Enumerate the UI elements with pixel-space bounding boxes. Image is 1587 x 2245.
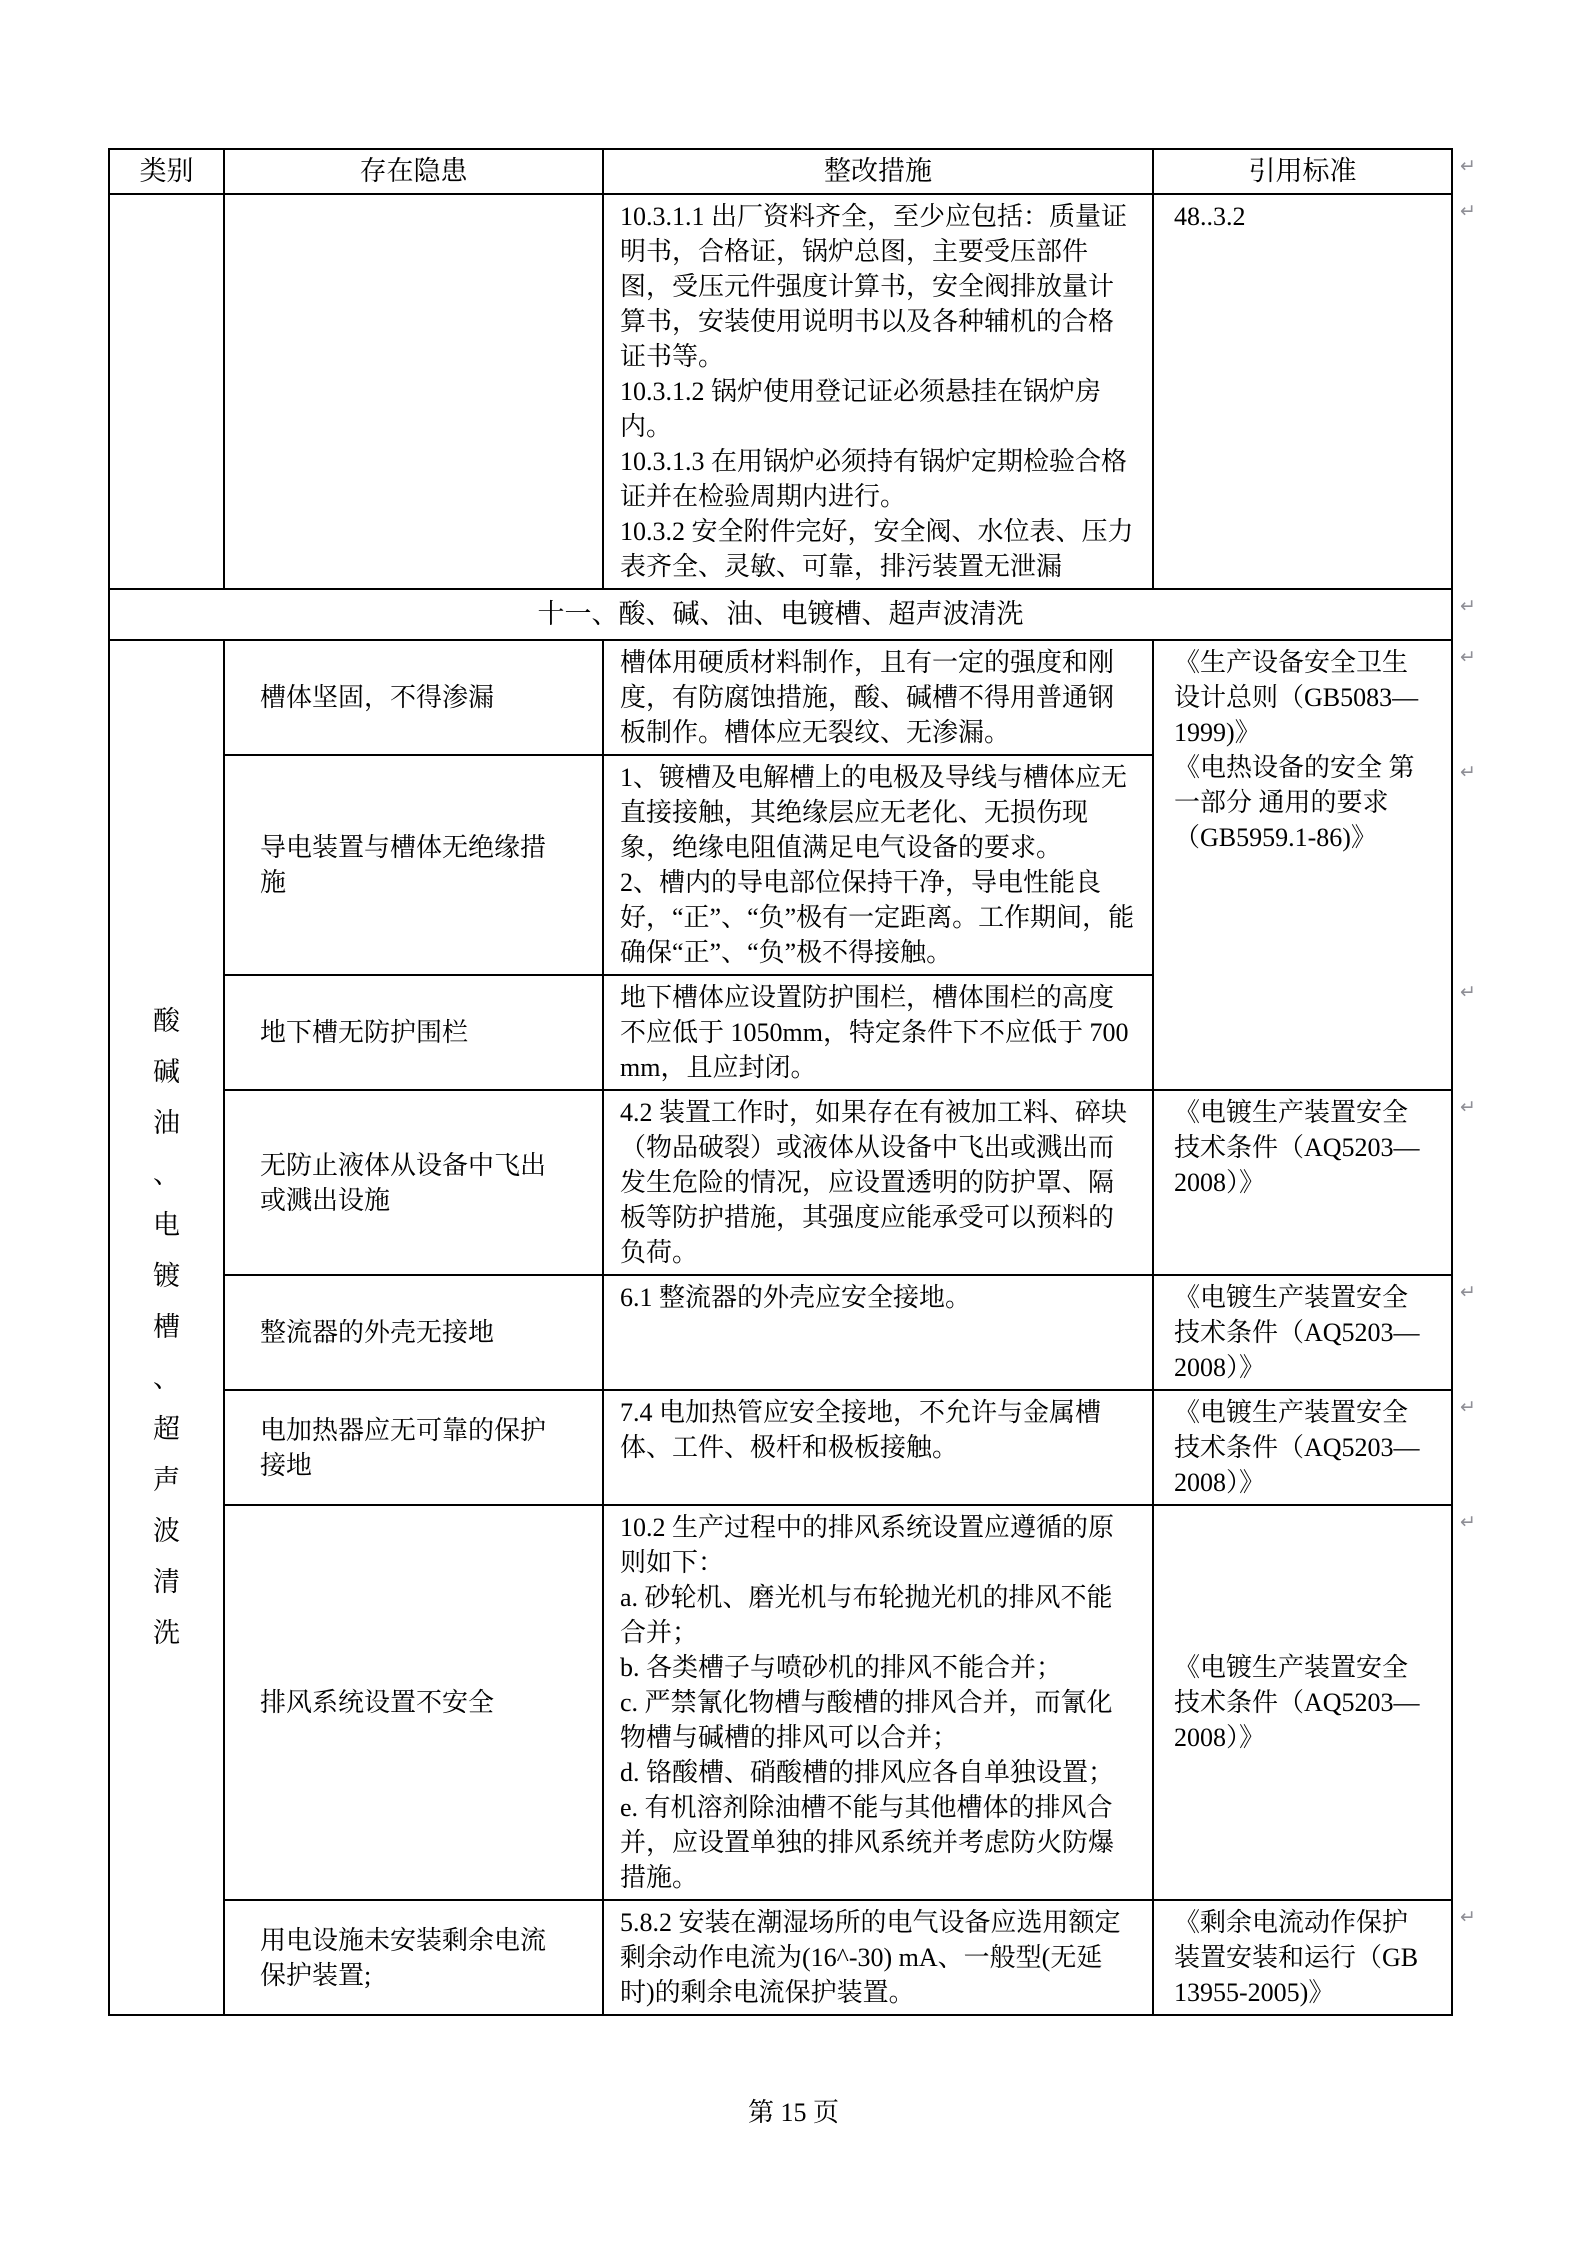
category-vertical-char: 、	[153, 1363, 180, 1393]
table-row	[109, 1505, 1452, 1900]
measure-paragraph: 10.3.1.1 出厂资料齐全，至少应包括：质量证明书，合格证，锅炉总图，主要受压部件图，受压元件强度计算书，安全阀排放量计算书，安装使用说明书以及各种辅机的合格证书等。	[620, 202, 1128, 371]
category-vertical-char: 碱	[153, 1057, 180, 1087]
measure-paragraph: 10.3.2 安全附件完好，安全阀、水位表、压力表齐全、灵敏、可靠，排污装置无泄漏	[620, 517, 1134, 581]
table-row-boiler-continuation	[109, 194, 1452, 589]
line-break-mark-icon: ↵	[1460, 981, 1476, 1003]
measure-cell	[603, 640, 1153, 755]
hazard-cell: 整流器的外壳无接地	[224, 1275, 603, 1390]
section-title: 十一、酸、碱、油、电镀槽、超声波清洗	[109, 589, 1452, 640]
table-row	[109, 640, 1452, 755]
table-row	[109, 1090, 1452, 1275]
page-number: 第 15 页	[747, 2098, 839, 2127]
line-break-mark-icon: ↵	[1460, 1511, 1476, 1533]
measure-paragraph: a. 砂轮机、磨光机与布轮抛光机的排风不能合并；	[620, 1583, 1113, 1647]
hazard-cell-empty	[224, 194, 603, 589]
category-vertical-char: 超	[153, 1414, 180, 1444]
section-header-row	[109, 589, 1452, 640]
category-vertical-char: 油	[153, 1108, 180, 1138]
category-vertical-char: 、	[153, 1159, 180, 1189]
hazard-cell: 槽体坚固，不得渗漏	[224, 640, 603, 755]
line-break-mark-icon: ↵	[1460, 646, 1476, 668]
hazard-cell: 导电装置与槽体无绝缘措施	[224, 755, 603, 975]
hazard-rectification-table	[108, 148, 1453, 2016]
category-vertical-char: 槽	[153, 1312, 180, 1342]
reference-cell	[1153, 1090, 1452, 1275]
measure-paragraph: 6.1 整流器的外壳应安全接地。	[620, 1283, 972, 1312]
line-break-mark-icon: ↵	[1460, 595, 1476, 617]
category-vertical-char: 镀	[153, 1261, 180, 1291]
measure-cell	[603, 1505, 1153, 1900]
table-row	[109, 1900, 1452, 2015]
column-header-category: 类别	[109, 149, 224, 194]
line-break-mark-icon: ↵	[1460, 1281, 1476, 1303]
measure-paragraph: 2、槽内的导电部位保持干净，导电性能良好，“正”、“负”极有一定距离。工作期间，能确保“正”、“负”极不得接触。	[620, 868, 1135, 967]
hazard-cell: 电加热器应无可靠的保护接地	[224, 1390, 603, 1505]
line-break-mark-icon: ↵	[1460, 761, 1476, 783]
line-break-mark-icon: ↵	[1460, 155, 1476, 177]
reference-paragraph: 48..3.2	[1174, 202, 1246, 231]
column-header-measures: 整改措施	[603, 149, 1153, 194]
measure-paragraph: 5.8.2 安装在潮湿场所的电气设备应选用额定剩余动作电流为(16^-30) mA、一般型(无延时)的剩余电流保护装置。	[620, 1908, 1121, 2007]
reference-cell	[1153, 1900, 1452, 2015]
table-row	[109, 1275, 1452, 1390]
measure-paragraph: e. 有机溶剂除油槽不能与其他槽体的排风合并，应设置单独的排风系统并考虑防火防爆措施。	[620, 1793, 1115, 1892]
column-header-reference: 引用标准	[1153, 149, 1452, 194]
hazard-cell: 用电设施未安装剩余电流保护装置;	[224, 1900, 603, 2015]
measure-cell	[603, 1900, 1153, 2015]
reference-cell	[1153, 1390, 1452, 1505]
reference-paragraph: 《电镀生产装置安全技术条件（AQ5203—2008）》	[1174, 1098, 1420, 1197]
reference-cell	[1153, 1275, 1452, 1390]
measure-paragraph: 10.3.1.2 锅炉使用登记证必须悬挂在锅炉房内。	[620, 377, 1102, 441]
category-cell-empty	[109, 194, 224, 589]
category-vertical-char: 电	[153, 1210, 180, 1240]
category-vertical-char: 清	[153, 1567, 180, 1597]
reference-cell	[1153, 1505, 1452, 1900]
reference-paragraph: 《电镀生产装置安全技术条件（AQ5203—2008）》	[1174, 1653, 1420, 1752]
measure-paragraph: 槽体用硬质材料制作，且有一定的强度和刚度，有防腐蚀措施，酸、碱槽不得用普通钢板制作。槽体应无裂纹、无渗漏。	[620, 648, 1115, 747]
measure-paragraph: 10.2 生产过程中的排风系统设置应遵循的原则如下：	[620, 1513, 1115, 1577]
table-row	[109, 1390, 1452, 1505]
document-sheet	[108, 148, 1451, 2016]
category-vertical-char: 洗	[153, 1618, 180, 1648]
measure-cell	[603, 1090, 1153, 1275]
measure-cell	[603, 1275, 1153, 1390]
category-cell	[109, 640, 224, 2015]
measure-cell	[603, 1390, 1153, 1505]
measure-paragraph: 4.2 装置工作时，如果存在有被加工料、碎块（物品破裂）或液体从设备中飞出或溅出而发生危险的情况，应设置透明的防护罩、隔板等防护措施，其强度应能承受可以预料的负荷。	[620, 1098, 1128, 1267]
measure-paragraph: b. 各类槽子与喷砂机的排风不能合并；	[620, 1653, 1063, 1682]
measure-cell	[603, 975, 1153, 1090]
category-vertical-char: 酸	[153, 1006, 180, 1036]
measure-paragraph: 1、镀槽及电解槽上的电极及导线与槽体应无直接接触，其绝缘层应无老化、无损伤现象，绝缘电阻值满足电气设备的要求。	[620, 763, 1128, 862]
reference-paragraph: 《电镀生产装置安全技术条件（AQ5203—2008）》	[1174, 1283, 1420, 1382]
reference-cell	[1153, 194, 1452, 589]
hazard-cell: 无防止液体从设备中飞出或溅出设施	[224, 1090, 603, 1275]
reference-paragraph: 《生产设备安全卫生设计总则（GB5083—1999)》	[1174, 648, 1419, 747]
table-header-row	[109, 149, 1452, 194]
category-vertical-char: 声	[153, 1465, 180, 1495]
column-header-hazard: 存在隐患	[224, 149, 603, 194]
hazard-cell: 地下槽无防护围栏	[224, 975, 603, 1090]
reference-paragraph: 《电热设备的安全 第一部分 通用的要求（GB5959.1-86)》	[1174, 753, 1415, 852]
reference-paragraph: 《电镀生产装置安全技术条件（AQ5203—2008）》	[1174, 1398, 1420, 1497]
measure-paragraph: 7.4 电加热管应安全接地，不允许与金属槽体、工件、极杆和极板接触。	[620, 1398, 1102, 1462]
reference-paragraph: 《剩余电流动作保护装置安装和运行（GB 13955-2005)》	[1174, 1908, 1419, 2007]
measure-paragraph: 10.3.1.3 在用锅炉必须持有锅炉定期检验合格证并在检验周期内进行。	[620, 447, 1128, 511]
line-break-mark-icon: ↵	[1460, 1096, 1476, 1118]
category-vertical-char: 波	[153, 1516, 180, 1546]
measure-cell	[603, 755, 1153, 975]
line-break-mark-icon: ↵	[1460, 1906, 1476, 1928]
line-break-mark-icon: ↵	[1460, 1396, 1476, 1418]
reference-cell	[1153, 640, 1452, 1090]
measure-paragraph: d. 铬酸槽、硝酸槽的排风应各自单独设置；	[620, 1758, 1115, 1787]
category-vertical-label	[110, 996, 223, 1659]
measure-cell	[603, 194, 1153, 589]
measure-paragraph: 地下槽体应设置防护围栏，槽体围栏的高度不应低于 1050mm，特定条件下不应低于 700mm，且应封闭。	[620, 983, 1129, 1082]
line-break-mark-icon: ↵	[1460, 200, 1476, 222]
hazard-cell: 排风系统设置不安全	[224, 1505, 603, 1900]
measure-paragraph: c. 严禁氰化物槽与酸槽的排风合并，而氰化物槽与碱槽的排风可以合并；	[620, 1688, 1113, 1752]
